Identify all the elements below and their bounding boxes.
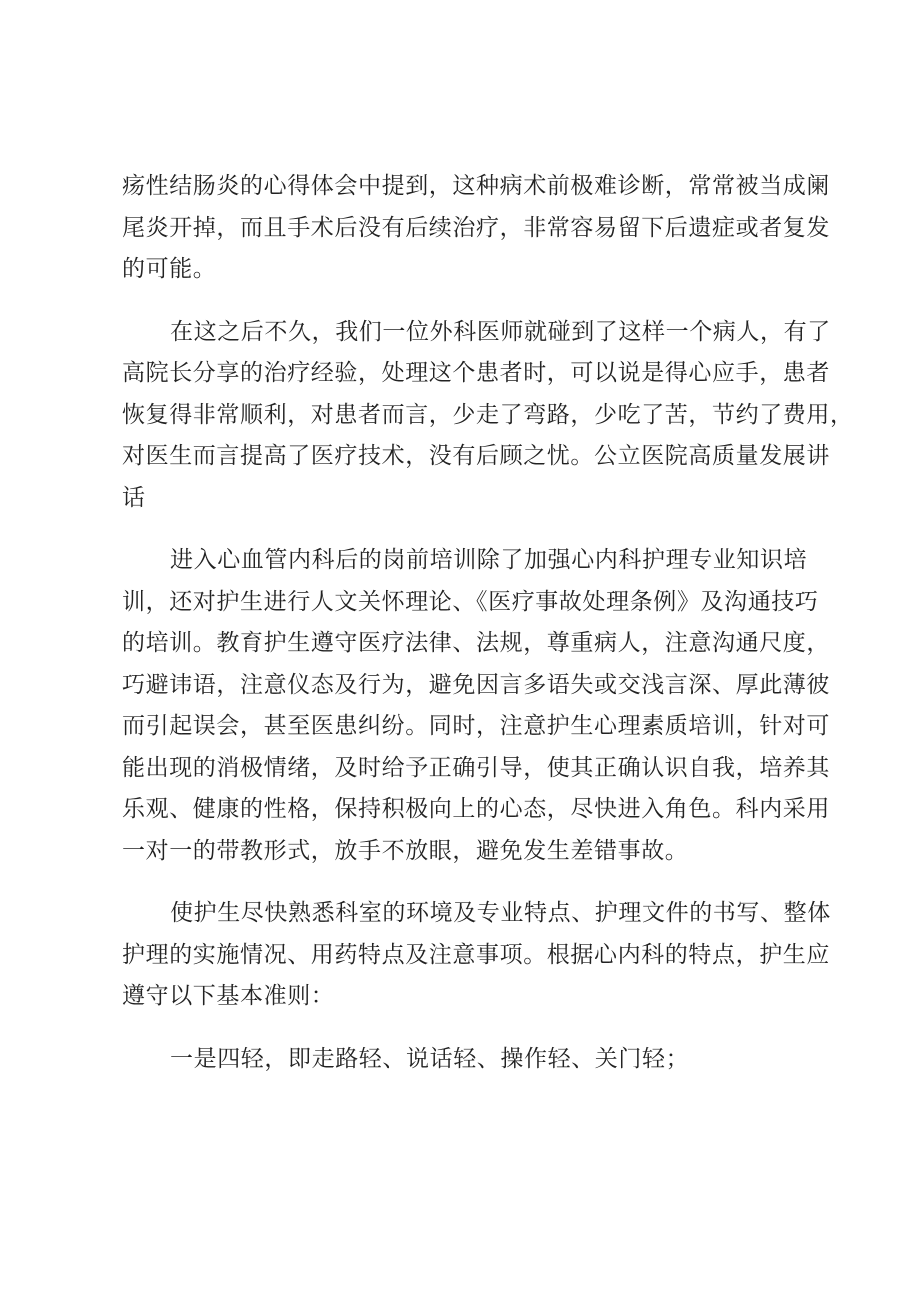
text-line: 进入心血管内科后的岗前培训除了加强心内科护理专业知识培 <box>170 547 808 573</box>
paragraph <box>122 540 830 872</box>
text-line: 能出现的消极情绪，及时给予正确引导，使其正确认识自我，培养其 <box>122 754 830 781</box>
paragraph-continued <box>122 166 830 291</box>
text-line: 而引起误会，甚至医患纠纷。同时，注意护生心理素质培训，针对可 <box>122 713 830 739</box>
text-line: 疡性结肠炎的心得体会中提到，这种病术前极难诊断，常常被当成阑 <box>122 173 830 199</box>
text-line: 在这之后不久，我们一位外科医师就碰到了这样一个病人，有了 <box>170 318 831 345</box>
text-line: 使护生尽快熟悉科室的环境及专业特点、护理文件的书写、整体 <box>170 900 831 926</box>
text-line: 的培训。教育护生遵守医疗法律、法规，尊重病人，注意沟通尺度， <box>122 630 830 656</box>
text-line: 一对一的带教形式，放手不放眼，避免发生差错事故。 <box>122 837 689 864</box>
text-line: 话 <box>122 484 146 511</box>
text-line: 护理的实施情况、用药特点及注意事项。根据心内科的特点，护生应 <box>122 941 830 968</box>
text-line: 巧避讳语，注意仪态及行为，避免因言多语失或交浅言深、厚此薄彼 <box>122 671 830 698</box>
text-line: 对医生而言提高了医疗技术，没有后顾之忧。公立医院高质量发展讲 <box>122 443 830 469</box>
text-line: 一是四轻，即走路轻、说话轻、操作轻、关门轻； <box>170 1045 690 1072</box>
text-line: 尾炎开掉，而且手术后没有后续治疗，非常容易留下后遗症或者复发 <box>122 214 830 241</box>
text-line: 恢复得非常顺利，对患者而言，少走了弯路，少吃了苦，节约了费用， <box>122 401 854 428</box>
text-line: 的可能。 <box>122 256 217 282</box>
body-text <box>122 166 854 1080</box>
paragraph <box>122 893 831 1018</box>
paragraph <box>122 1039 822 1081</box>
text-line: 遵守以下基本准则： <box>122 983 335 1009</box>
text-line: 训，还对护生进行人文关怀理论、《医疗事故处理条例》及沟通技巧 <box>122 588 819 615</box>
text-line: 乐观、健康的性格，保持积极向上的心态，尽快进入角色。科内采用 <box>122 796 830 822</box>
paragraph <box>122 312 854 520</box>
text-line: 高院长分享的治疗经验，处理这个患者时，可以说是得心应手，患者 <box>122 360 830 386</box>
